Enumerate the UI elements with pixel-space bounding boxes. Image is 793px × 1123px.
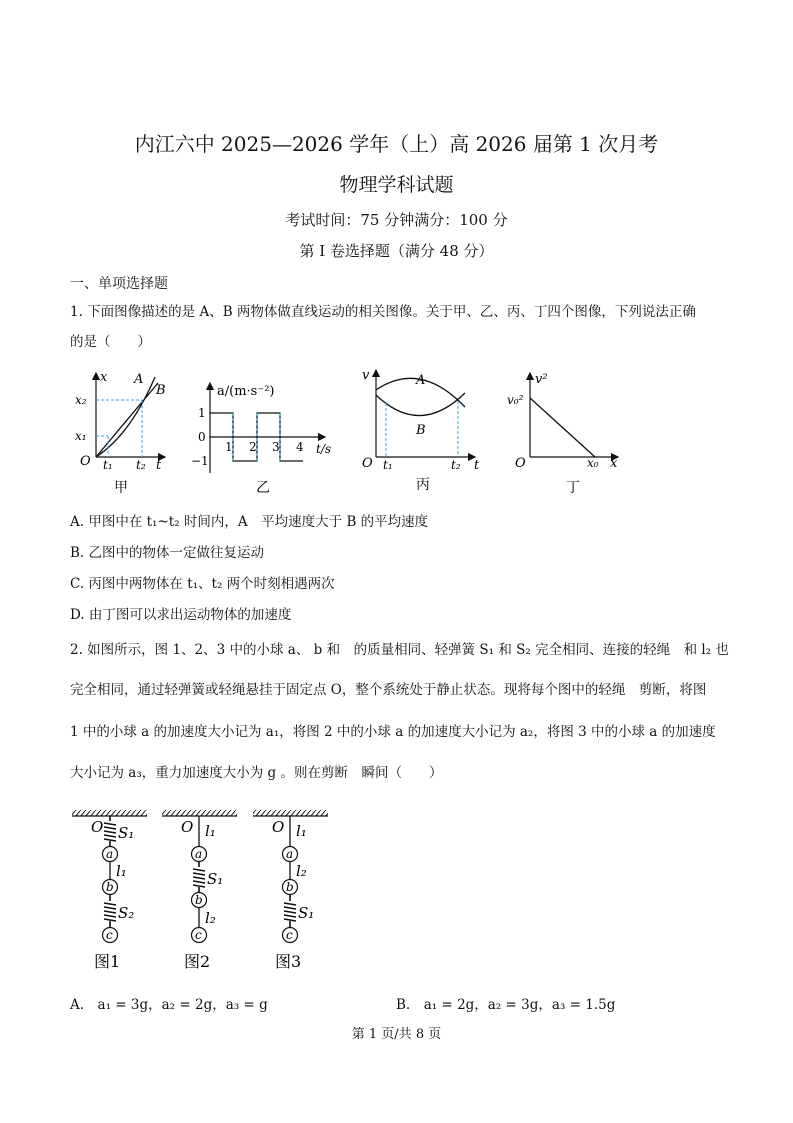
q2-stem-line1: 2. 如图所示，图 1、2、3 中的小球 a、 b 和 的质量相同、轻弹簧 S₁ 和 S₂ 完全相同、连接的轻绳 和 l₂ 也 bbox=[70, 642, 729, 658]
q1-option-c: C. 丙图中两物体在 t₁、t₂ 两个时刻相遇两次 bbox=[70, 576, 335, 592]
q2-stem-line3: 1 中的小球 a 的加速度大小记为 a₁，将图 2 中的小球 a 的加速度大小记为 a₂，将图 3 中的小球 a 的加速度 bbox=[70, 724, 716, 740]
yi-tick-1: 1 bbox=[198, 406, 206, 420]
q2-stem-line2: 完全相同，通过轻弹簧或轻绳悬挂于固定点 O，整个系统处于静止状态。现将每个图中的轻绳 剪断，将图 bbox=[70, 682, 707, 698]
jia-t2-label: t₂ bbox=[136, 458, 146, 472]
fig1-l1: l₁ bbox=[116, 862, 127, 880]
jia-x1-label: x₁ bbox=[75, 429, 87, 443]
fig1-s2: S₂ bbox=[118, 904, 135, 922]
jia-b-label: B bbox=[156, 383, 166, 398]
fig1-c: c bbox=[106, 928, 113, 942]
q2-option-b: B. a₁ = 2g，a₂ = 3g，a₃ = 1.5g bbox=[396, 997, 616, 1013]
spring-s1 bbox=[104, 816, 116, 847]
jia-a-label: A bbox=[134, 372, 144, 387]
spring-s1 bbox=[284, 894, 296, 927]
fig2-b: b bbox=[195, 893, 203, 907]
bing-t1-label: t₁ bbox=[383, 458, 393, 472]
yi-xtick-4: 4 bbox=[296, 440, 304, 454]
bing-t-label: t bbox=[474, 458, 480, 473]
q2-option-a: A. a₁ = 3g，a₂ = 2g，a₃ = g bbox=[70, 997, 268, 1013]
fig1-a: a bbox=[106, 847, 114, 861]
fig3-b: b bbox=[286, 880, 294, 894]
fig2-l1: l₁ bbox=[205, 822, 216, 840]
yi-xtick-2: 2 bbox=[249, 440, 257, 454]
bing-origin: O bbox=[362, 456, 373, 471]
fig3-l1: l₁ bbox=[296, 822, 307, 840]
curve-a bbox=[96, 377, 155, 457]
bing-caption: 丙 bbox=[416, 477, 430, 493]
spring-s2 bbox=[104, 894, 116, 927]
subject-title: 物理学科试题 bbox=[339, 174, 454, 196]
figure-1 bbox=[72, 810, 147, 971]
ding-origin: O bbox=[515, 456, 526, 471]
yi-xtick-1: 1 bbox=[225, 440, 233, 454]
q1-option-d: D. 由丁图可以求出运动物体的加速度 bbox=[70, 607, 292, 623]
fig3-caption: 图3 bbox=[275, 952, 302, 971]
q1-option-a: A. 甲图中在 t₁~t₂ 时间内，A 平均速度大于 B 的平均速度 bbox=[70, 514, 429, 530]
graph-ding bbox=[507, 372, 618, 496]
jia-x2-label: x₂ bbox=[75, 393, 87, 407]
exam-info: 考试时间：75 分钟满分：100 分 bbox=[285, 211, 508, 229]
fig2-l2: l₂ bbox=[205, 909, 216, 927]
ding-x0-label: x₀ bbox=[587, 456, 599, 470]
fig2-s1: S₁ bbox=[207, 870, 224, 888]
exam-title: 内江六中 2025—2026 学年（上）高 2026 届第 1 次月考 bbox=[134, 132, 659, 156]
figure-3 bbox=[253, 810, 328, 971]
fig1-b: b bbox=[106, 880, 114, 894]
fig2-a: a bbox=[195, 847, 203, 861]
fig3-a: a bbox=[286, 847, 294, 861]
ding-caption: 丁 bbox=[566, 480, 580, 496]
curve-b bbox=[376, 393, 465, 416]
bing-v-label: v bbox=[362, 368, 370, 383]
fig1-s1: S₁ bbox=[118, 824, 135, 842]
ding-x-label: x bbox=[610, 456, 618, 471]
yi-x-label: t/s bbox=[316, 442, 332, 456]
yi-caption: 乙 bbox=[256, 480, 270, 496]
q1-graphs bbox=[70, 365, 670, 500]
ding-v02-label: v₀² bbox=[507, 393, 524, 407]
jia-t-label: t bbox=[156, 458, 162, 473]
spring-s1 bbox=[193, 861, 205, 893]
figure-2 bbox=[162, 810, 237, 971]
bing-a-label: A bbox=[416, 373, 426, 388]
fig1-o: O bbox=[91, 818, 104, 836]
jia-caption: 甲 bbox=[114, 480, 128, 496]
fig2-o: O bbox=[181, 818, 194, 836]
yi-tick-neg1: −1 bbox=[191, 454, 209, 468]
yi-y-label: a/(m·s⁻²) bbox=[217, 384, 275, 399]
fig3-s1: S₁ bbox=[298, 904, 315, 922]
v2-line bbox=[530, 398, 595, 457]
fig2-caption: 图2 bbox=[184, 952, 211, 971]
section-heading: 一、单项选择题 bbox=[70, 276, 168, 292]
q2-figures bbox=[70, 805, 350, 975]
ding-v2-label: v² bbox=[535, 372, 548, 387]
q1-stem-line1: 1. 下面图像描述的是 A、B 两物体做直线运动的相关图像。关于甲、乙、丙、丁四个图像，下列说法正确 bbox=[70, 304, 696, 320]
jia-origin: O bbox=[80, 454, 91, 469]
fig2-c: c bbox=[195, 928, 202, 942]
yi-xtick-3: 3 bbox=[272, 440, 280, 454]
q1-option-b: B. 乙图中的物体一定做往复运动 bbox=[70, 545, 265, 561]
q2-stem-line4: 大小记为 a₃，重力加速度大小为 g 。则在剪断 瞬间（ ） bbox=[70, 765, 443, 781]
line-b bbox=[96, 383, 158, 457]
jia-t1-label: t₁ bbox=[103, 458, 113, 472]
graph-yi bbox=[191, 383, 331, 496]
fig3-l2: l₂ bbox=[296, 862, 307, 880]
jia-x-label: x bbox=[100, 370, 108, 385]
bing-b-label: B bbox=[416, 423, 426, 438]
fig1-caption: 图1 bbox=[94, 952, 121, 971]
bing-t2-label: t₂ bbox=[451, 458, 461, 472]
page-footer: 第 1 页/共 8 页 bbox=[351, 1027, 442, 1042]
fig3-o: O bbox=[272, 818, 285, 836]
graph-bing bbox=[362, 368, 480, 493]
volume-heading: 第 I 卷选择题（满分 48 分） bbox=[299, 242, 494, 260]
q1-stem-line2: 的是（ ） bbox=[70, 334, 151, 350]
yi-tick-0: 0 bbox=[198, 430, 206, 444]
graph-jia bbox=[75, 370, 166, 496]
fig3-c: c bbox=[286, 928, 293, 942]
